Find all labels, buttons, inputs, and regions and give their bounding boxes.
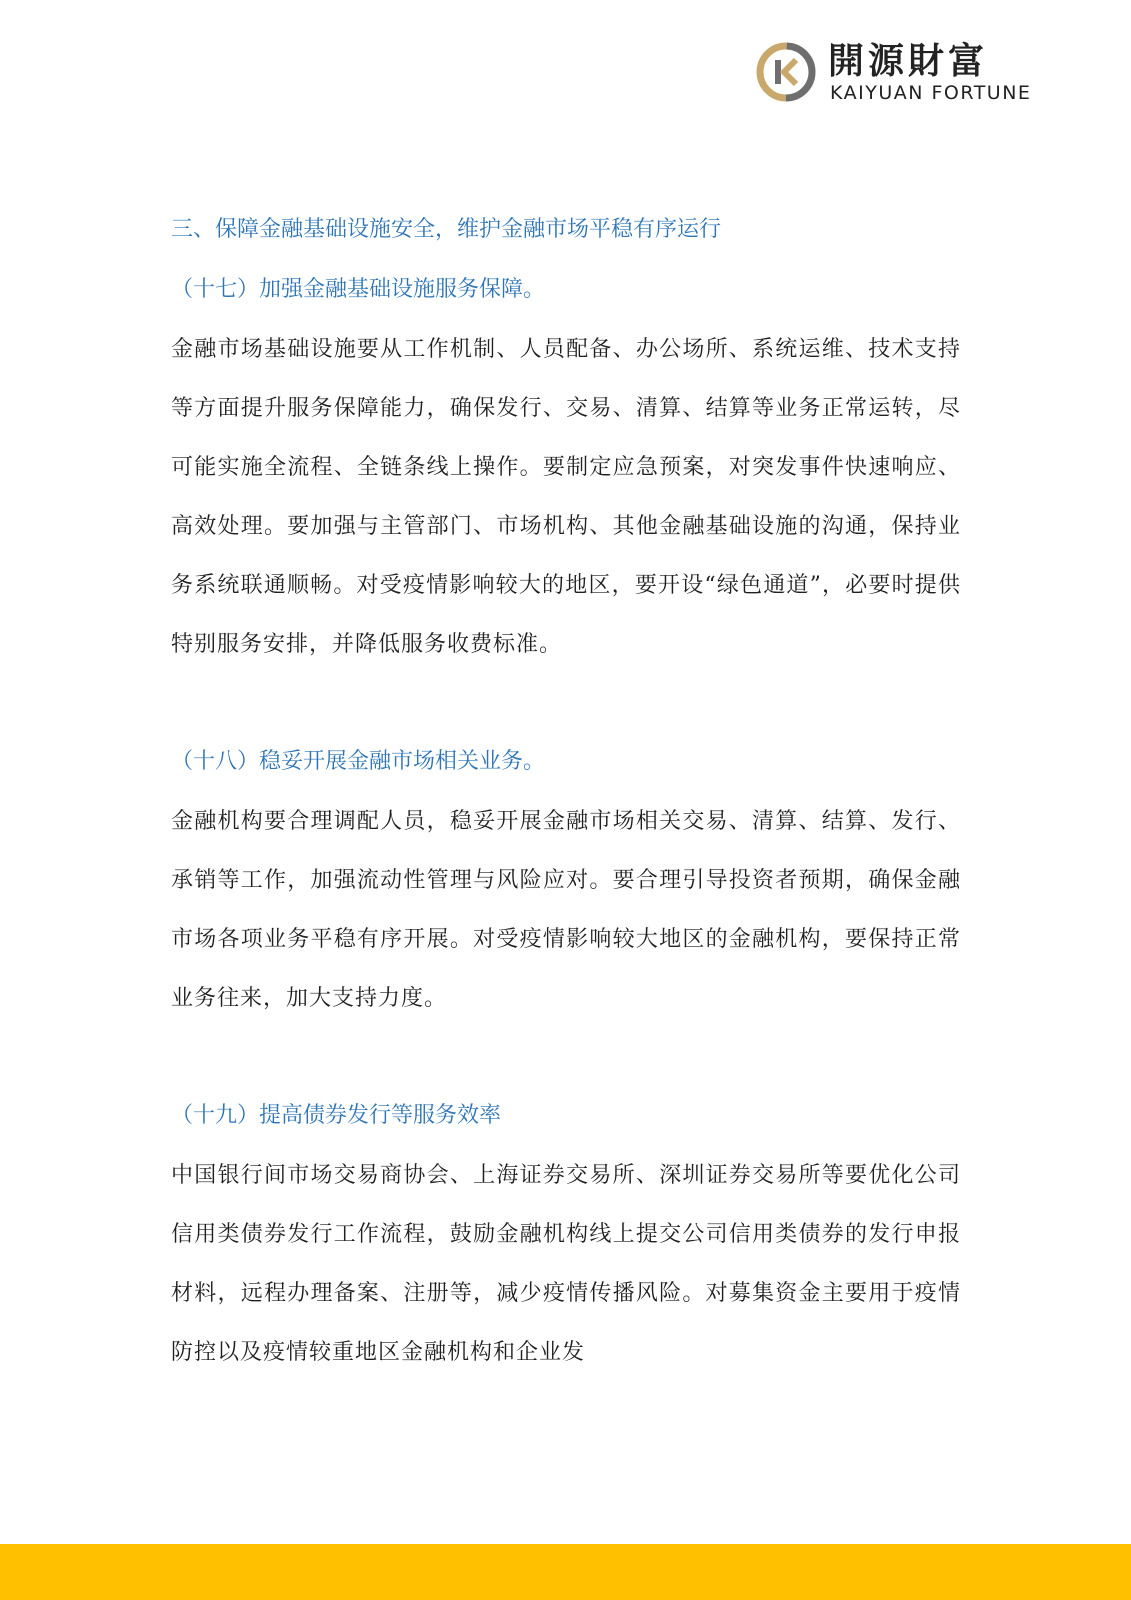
brand-logo [754,40,1054,110]
brand-name-cn: 開源財富 [828,41,989,82]
spacer [171,674,961,732]
item-heading-19: （十九）提高债券发行等服务效率 [171,1103,502,1128]
item-heading-17: （十七）加强金融基础设施服务保障。 [171,277,546,302]
document-body [171,200,961,1382]
brand-name-en: KAIYUAN FORTUNE [830,82,1032,104]
item-heading-18: （十八）稳妥开展金融市场相关业务。 [171,749,546,774]
item-body-19: 中国银行间市场交易商协会、上海证券交易所、深圳证券交易所等要优化公司信用类债券发行工作流程，鼓励金融机构线上提交公司信用类债券的发行申报材料，远程办理备案、注册等，减少疫情传播风险。对募集资金主要用于疫情防控以及疫情较重地区金融机构和企业发 [171,1163,961,1365]
footer-bar [0,1544,1131,1600]
spacer [171,1028,961,1086]
section-title: 三、保障金融基础设施安全，维护金融市场平稳有序运行 [171,217,722,242]
item-body-18: 金融机构要合理调配人员，稳妥开展金融市场相关交易、清算、结算、发行、承销等工作，加强流动性管理与风险应对。要合理引导投资者预期，确保金融市场各项业务平稳有序开展。对受疫情影响较大地区的金融机构，要保持正常业务往来，加大支持力度。 [171,809,961,1011]
item-body-17: 金融市场基础设施要从工作机制、人员配备、办公场所、系统运维、技术支持等方面提升服务保障能力，确保发行、交易、清算、结算等业务正常运转，尽可能实施全流程、全链条线上操作。要制定应急预案，对突发事件快速响应、高效处理。要加强与主管部门、市场机构、其他金融基础设施的沟通，保持业务系统联通顺畅。对受疫情影响较大的地区，要开设“绿色通道”，必要时提供特别服务安排，并降低服务收费标准。 [171,337,961,657]
kaiyuan-logo-icon [754,40,818,104]
